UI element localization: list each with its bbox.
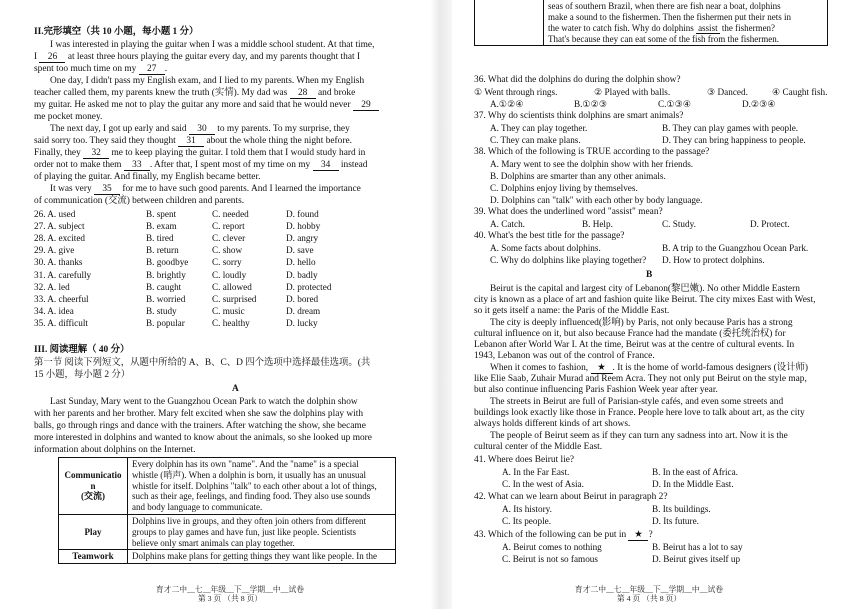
cloze-option: 34. A. idea [34,305,74,316]
passage-b-line: cultural center of the Middle East. [474,442,603,452]
cloze-option: 28. A. excited [34,233,86,244]
option: C. In the west of Asia. [502,479,584,489]
passage-b-label: B [646,270,653,280]
table-cell: Every dolphin has its own "name". And the "name" is a special whistle (哨声). When a dolphin is born, it usually has an unusual whistle for itself. Dolphins "talk" to each other about a lot of things, such as their age, feelings, and finding food. They also use sounds and body language to communicate. [128,458,396,515]
option: D. Dolphins can "talk" with each other by body language. [490,195,703,205]
option: A. Mary went to see the dolphin show with her friends. [490,159,694,169]
table-header-empty [475,0,544,46]
option: ① Went through rings. [474,87,558,97]
page-footer [564,585,734,603]
cloze-option: D. hobby [286,221,321,232]
passage-b-line: buildings look exactly like those in France. People here love to talk about art, as the city [474,408,805,418]
cloze-line: The next day, I got up early and said 30 to my parents. To my surprise, they [50,124,350,134]
option: A. They can play together. [490,123,588,133]
cloze-option: 26. A. used [34,209,76,219]
table-cell: seas of southern Brazil, when there are fish near a boat, dolphins make a sound to the fishermen. Then the fishermen put their nets in the water to catch fish. Why do dolphins assist the fishermen? That's because they can eat some of the fish from the fishermen. [544,0,828,46]
option: D. Its future. [652,516,699,526]
passage-b-line: city is known as a place of art and fashion quite like Beirut. The city mixes East with West, [474,295,816,305]
blank-34: 34 [313,160,339,171]
cloze-option: C. report [212,221,245,232]
option: D. Protect. [750,219,790,229]
table-cell: Dolphins live in groups, and they often join others from different groups to play games and have fun, just like people. Scientists believe only smart animals can play together. [128,514,396,549]
option: ③ Danced. [707,87,748,97]
passage-b-line: Lebanon after World War I. At the time, Beirut was at the centre of cultural events. In [474,340,795,350]
blank-33: 33 [124,160,150,171]
cloze-option: B. tired [146,233,174,244]
cloze-line: teacher called them, my parents knew the truth (实情). My dad was 28 and broke [34,88,356,98]
cloze-option: D. found [286,209,319,219]
cloze-line: of playing the guitar. And finally, my English became better. [34,172,261,182]
cloze-option: C. healthy [212,317,250,328]
passage-b-line: The streets in Beirut are full of Parisian-style cafés, and even some streets and [490,397,784,407]
question-42: 42. What can we learn about Beirut in paragraph 2? [474,492,668,502]
table-row [59,514,396,549]
cloze-section-title: II.完形填空（共 10 小题，每小题 1 分） [34,27,199,37]
cloze-line: It was very 35 for me to have such good parents. And I learned the importance [50,184,361,194]
question-36: 36. What did the dolphins do during the dolphin show? [474,75,681,85]
option: D.②③④ [742,99,776,109]
cloze-option: 30. A. thanks [34,257,83,268]
cloze-option: B. return [146,245,179,256]
question-37: 37. Why do scientists think dolphins are smart animals? [474,111,684,121]
cloze-option: D. hello [286,257,316,268]
blank-30: 30 [189,124,215,135]
option: A. Beirut comes to nothing [502,542,602,552]
footer-line: 育才二中__七__年级__下__学期__中__试卷 [155,585,305,594]
table-header-communication: Communicatio n (交流) [59,458,128,515]
table-row [59,550,396,564]
option: ④ Caught fish. [772,87,828,97]
passage-b-line: When it comes to fashion, ★ . It is the home of world-famous designers (设计师) [490,363,809,373]
cloze-option: B. spent [146,209,177,219]
cloze-option: B. exam [146,221,177,232]
cloze-option: 27. A. subject [34,221,85,232]
footer-line: 育才二中__七__年级__下__学期__中__试卷 [574,585,724,594]
table-header-teamwork: Teamwork [59,550,128,564]
dolphin-info-table-continued [474,0,828,46]
cloze-option: D. badly [286,269,318,280]
question-43: 43. Which of the following can be put in ★ ? [474,530,653,540]
passage-b-line: Beirut is the capital and largest city of Lebanon(黎巴嫩). No other Middle Eastern [490,284,800,294]
cloze-option: C. clever [212,233,246,244]
dolphin-info-table [58,457,396,564]
cloze-option: D. save [286,245,314,256]
table-row [475,0,828,46]
option: C. They can make plans. [490,135,581,145]
passage-a-line: Last Sunday, Mary went to the Guangzhou Ocean Park to watch the dolphin show [50,397,358,407]
option: C. Study. [662,219,696,229]
option: B. They can play games with people. [662,123,799,133]
passage-b-line: The people of Beirut seem as if they can turn any sadness into art. Now it is the [490,431,788,441]
option: C. Dolphins enjoy living by themselves. [490,183,638,193]
option: A. Catch. [490,219,525,229]
page-footer [150,585,310,603]
option: ② Played with balls. [594,87,671,97]
passage-b-line: The city is deeply influenced(影响) by Paris, not only because Paris has a strong [490,318,793,328]
passage-a-line: balls, go through rings and dance with the trainers. After watching the show, she became [34,421,366,431]
option: B. A trip to the Guangzhou Ocean Park. [662,243,809,253]
footer-line: 第 4 页 （共 8 页） [616,594,682,603]
passage-b-line: like Elie Saab, Zuhair Murad and Reem Acra. They not only put Beirut on the style map, [474,374,807,384]
passage-a-line: with her parents and her brother. Mary felt excited when she saw the dolphins play with [34,409,364,419]
reading-instructions: 第一节 阅读下列短文，从题中所给的 A、B、C、D 四个选项中选择最佳选项。(共 [34,358,371,368]
reading-section-title: III. 阅读理解（ 40 分） [34,345,130,355]
option: A. Its history. [502,504,552,514]
cloze-option: B. popular [146,317,185,328]
blank-28: 28 [290,88,316,99]
option: B.①②③ [574,99,608,109]
cloze-option: C. allowed [212,281,252,292]
page-fold [430,0,452,609]
cloze-line: One day, I didn't pass my English exam, and I lied to my parents. When my English [50,76,365,86]
cloze-line: me pocket money. [34,112,103,122]
cloze-option: B. goodbye [146,257,189,268]
cloze-option: B. worried [146,293,186,304]
option: C. Its people. [502,516,551,526]
cloze-option: D. bored [286,293,319,304]
cloze-option: C. sorry [212,257,242,268]
table-row [59,458,396,515]
option: A. Some facts about dolphins. [490,243,601,253]
option: D. In the Middle East. [652,479,734,489]
question-40: 40. What's the best title for the passage? [474,231,625,241]
question-39: 39. What does the underlined word "assist" mean? [474,207,663,217]
blank-26: 26 [39,52,65,63]
cloze-option: C. show [212,245,243,256]
cloze-line: of communication (交流) between children and parents. [34,196,245,206]
cloze-option: C. loudly [212,269,247,280]
passage-b-line: but also continue influencing Paris Fashion Week year after year. [474,385,718,395]
cloze-option: D. angry [286,233,319,244]
option: B. Beirut has a lot to say [652,542,743,552]
star-blank: ★ [591,363,613,374]
option: D. They can bring happiness to people. [662,135,806,145]
cloze-line: said sorry too. They said they thought 31 about the whole thing the night before. [34,136,352,146]
cloze-option: 35. A. difficult [34,317,88,328]
footer-line: 第 3 页 （共 8 页） [197,594,263,603]
cloze-option: D. dream [286,305,321,316]
cloze-line: spent too much time on my 27 . [34,64,168,74]
option: D. Beirut gives itself up [652,554,741,564]
cloze-option: D. protected [286,281,332,292]
option: C. Beirut is not so famous [502,554,598,564]
cloze-option: B. study [146,305,177,316]
option: B. In the east of Africa. [652,467,738,477]
passage-a-label: A [232,384,239,394]
passage-b-line: 1943, Lebanon was out of the control of France. [474,351,655,361]
cloze-option: B. brightly [146,269,186,280]
blank-29: 29 [353,100,379,111]
passage-a-line: more interested in dolphins and wanted to know about the animals, so she looked up more [34,433,372,443]
option: C. Why do dolphins like playing together? [490,255,647,265]
passage-b-line: so it gets itself a name: the Paris of the Middle East. [474,306,670,316]
blank-27: 27 [139,64,165,75]
cloze-option: C. needed [212,209,249,219]
cloze-option: C. music [212,305,245,316]
passage-b-line: cultural influence on it, but also because France had the mandate (委托统治权) for [474,329,786,339]
passage-a-line: information about dolphins on the Internet. [34,445,196,455]
cloze-line: I 26 at least three hours playing the guitar every day, and my parents thought that I [34,52,361,62]
cloze-line: order not to make them 33 . After that, I spent most of my time on my 34 instead [34,160,368,170]
cloze-option: 29. A. give [34,245,75,256]
option: B. Dolphins are smarter than any other animals. [490,171,666,181]
option: B. Help. [582,219,613,229]
cloze-option: B. caught [146,281,182,292]
passage-b-line: always holds different kinds of art shows. [474,419,631,429]
table-cell: Dolphins make plans for getting things they want like people. In the [128,550,396,564]
blank-31: 31 [178,136,204,147]
question-38: 38. Which of the following is TRUE according to the passage? [474,147,710,157]
option: D. How to protect dolphins. [662,255,765,265]
blank-32: 32 [83,148,109,159]
reading-instructions-cont: 15 小题，每小题 2 分） [34,370,131,380]
cloze-option: C. surprised [212,293,257,304]
underlined-word-assist: assist [698,22,718,33]
cloze-line: my guitar. He asked me not to play the guitar any more and said that he would never 29 [34,100,379,111]
question-41: 41. Where does Beirut lie? [474,455,575,465]
cloze-option: 33. A. cheerful [34,293,89,304]
cloze-option: D. lucky [286,317,318,328]
cloze-option: 32. A. led [34,281,70,292]
table-header-play: Play [59,514,128,549]
option: A. In the Far East. [502,467,570,477]
cloze-line: I was interested in playing the guitar when I was a middle school student. At that time, [50,40,375,50]
blank-35: 35 [94,184,120,195]
right-page [452,0,857,609]
cloze-line: Finally, they 32 me to keep playing the guitar. I told them that I would study hard in [34,148,366,158]
option: B. Its buildings. [652,504,711,514]
option: C.①③④ [658,99,692,109]
option: A.①②④ [490,99,524,109]
cloze-option: 31. A. carefully [34,269,92,280]
star-blank: ★ [628,530,648,541]
